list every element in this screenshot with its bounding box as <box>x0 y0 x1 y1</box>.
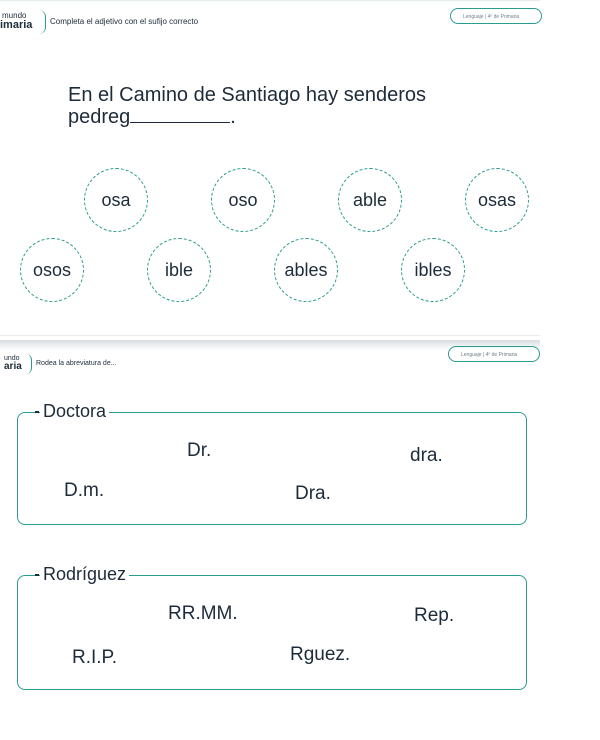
suffix-option-ible[interactable] <box>147 238 211 302</box>
suffix-label: ibles <box>414 259 452 280</box>
abbr-option-rrmm[interactable]: RR.MM. <box>168 603 238 624</box>
suffix-option-ibles[interactable] <box>401 238 465 302</box>
abbr-option-rip[interactable]: R.I.P. <box>72 647 118 668</box>
sentence-text: En el Camino de Santiago hay senderos <box>68 84 427 106</box>
sentence-end: . <box>230 106 236 128</box>
logo-text-top: mundo <box>2 11 27 20</box>
subject-tag: Lenguaje | 4º de Primaria <box>450 8 542 24</box>
legend-line <box>35 574 39 576</box>
abbr-option-rguez[interactable]: Rguez. <box>290 644 351 665</box>
suffix-label: oso <box>228 189 258 210</box>
logo-text-bottom: imaria <box>0 19 33 31</box>
exercise-sentence <box>68 84 528 128</box>
suffix-label: osos <box>32 259 72 280</box>
suffix-option-osas[interactable] <box>465 168 529 232</box>
abbr-option-dm[interactable]: D.m. <box>64 480 105 501</box>
group-word-doctora: Doctora <box>40 401 109 421</box>
suffix-label: ables <box>284 259 328 280</box>
legend-line <box>35 411 39 413</box>
answer-blank[interactable] <box>130 108 230 123</box>
abbr-option-dra-lower[interactable]: dra. <box>410 445 443 466</box>
logo-bracket <box>26 354 32 374</box>
instruction-text: Completa el adjetivo con el sufijo correcto <box>50 17 199 26</box>
suffix-option-osa[interactable] <box>84 168 148 232</box>
card-top-border <box>0 0 540 1</box>
suffix-option-osos[interactable] <box>20 238 84 302</box>
logo-bracket <box>39 10 46 34</box>
suffix-label: ible <box>164 259 194 280</box>
logo-text-top: undo <box>4 355 20 362</box>
subject-tag: Lenguaje | 4º de Primaria <box>448 346 540 362</box>
logo-text-bottom: aria <box>4 361 22 372</box>
suffix-option-ables[interactable] <box>274 238 338 302</box>
group-word-rodriguez: Rodríguez <box>40 564 129 584</box>
option-group-frame <box>17 575 527 690</box>
suffix-option-oso[interactable] <box>211 168 275 232</box>
abbr-option-dra[interactable]: Dra. <box>295 483 331 504</box>
abbr-option-rep[interactable]: Rep. <box>414 605 455 626</box>
abbr-option-dr[interactable]: Dr. <box>187 440 212 461</box>
word-stem: pedreg <box>68 106 131 128</box>
suffix-option-able[interactable] <box>338 168 402 232</box>
suffix-label: osa <box>101 189 131 210</box>
option-group-frame <box>17 412 527 525</box>
suffix-label: able <box>352 189 388 210</box>
instruction-text: Rodea la abreviatura de... <box>36 360 117 367</box>
suffix-label: osas <box>477 189 517 210</box>
